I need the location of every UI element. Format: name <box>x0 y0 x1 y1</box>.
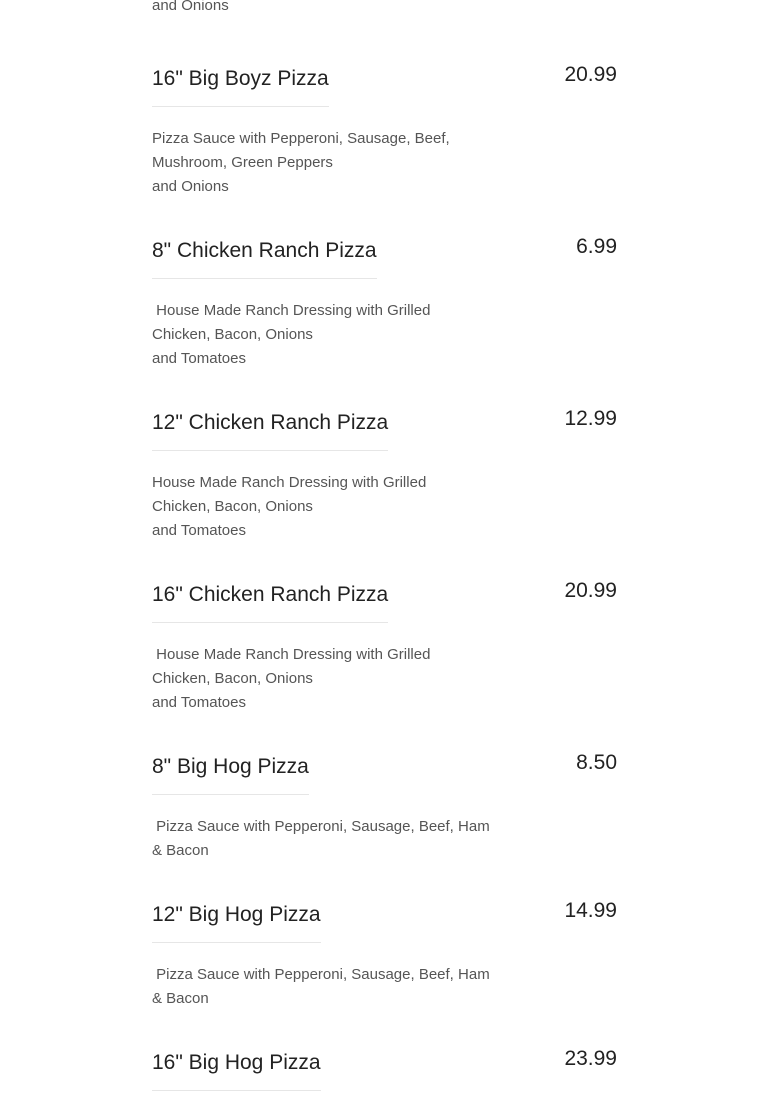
menu-item-description-line: Pizza Sauce with Pepperoni, Sausage, Beef, Ham <box>152 818 490 835</box>
menu-item-name: 16" Chicken Ranch Pizza <box>152 581 388 623</box>
menu-item-name: 8" Chicken Ranch Pizza <box>152 237 377 279</box>
menu-item-price: 20.99 <box>564 579 617 602</box>
menu-item-price: 12.99 <box>564 407 617 430</box>
menu-item-description-line: House Made Ranch Dressing with Grilled <box>152 302 431 319</box>
menu-item <box>152 61 617 199</box>
menu-item-description-line: Chicken, Bacon, Onions <box>152 670 313 687</box>
menu-item <box>152 1045 617 1101</box>
menu-item-description-line: & Bacon <box>152 990 209 1007</box>
menu-item <box>152 749 617 863</box>
menu-item-description <box>152 127 487 199</box>
menu-item-description-line: and Tomatoes <box>152 694 246 711</box>
menu-item-description-line: and Tomatoes <box>152 522 246 539</box>
menu-item-description-line: & Bacon <box>152 842 209 859</box>
menu-item-name: 12" Big Hog Pizza <box>152 901 321 943</box>
menu-item-name: 12" Chicken Ranch Pizza <box>152 409 388 451</box>
menu-item-description-line: Pizza Sauce with Pepperoni, Sausage, Beef, Ham <box>152 966 490 983</box>
menu-item-price: 20.99 <box>564 63 617 86</box>
menu-item <box>152 577 617 715</box>
previous-item-description-fragment: and Onions <box>152 0 229 14</box>
menu-item-name: 16" Big Hog Pizza <box>152 1049 321 1091</box>
menu-item-price: 23.99 <box>564 1047 617 1070</box>
menu-item-price: 8.50 <box>576 751 617 774</box>
menu-item <box>152 233 617 371</box>
menu-item-name: 8" Big Hog Pizza <box>152 753 309 795</box>
menu-item-description <box>152 815 490 863</box>
menu-item <box>152 897 617 1011</box>
menu-item <box>152 405 617 543</box>
menu-item-description-line: House Made Ranch Dressing with Grilled <box>152 474 427 491</box>
menu-item-description <box>152 471 487 543</box>
menu-item-price: 14.99 <box>564 899 617 922</box>
menu-item-description-line: Pizza Sauce with Pepperoni, Sausage, Beef, <box>152 130 450 147</box>
menu-item-description-line: and Onions <box>152 178 229 195</box>
menu-item-description <box>152 963 490 1011</box>
menu-item-description-line: and Tomatoes <box>152 350 246 367</box>
menu-item-price: 6.99 <box>576 235 617 258</box>
menu-item-description-line: House Made Ranch Dressing with Grilled <box>152 646 431 663</box>
menu-item-description <box>152 299 487 371</box>
menu-item-description-line: Chicken, Bacon, Onions <box>152 498 313 515</box>
menu-item-name: 16" Big Boyz Pizza <box>152 65 329 107</box>
menu-item-description-line: Mushroom, Green Peppers <box>152 154 333 171</box>
menu-item-description-line: Chicken, Bacon, Onions <box>152 326 313 343</box>
menu-item-description <box>152 643 487 715</box>
